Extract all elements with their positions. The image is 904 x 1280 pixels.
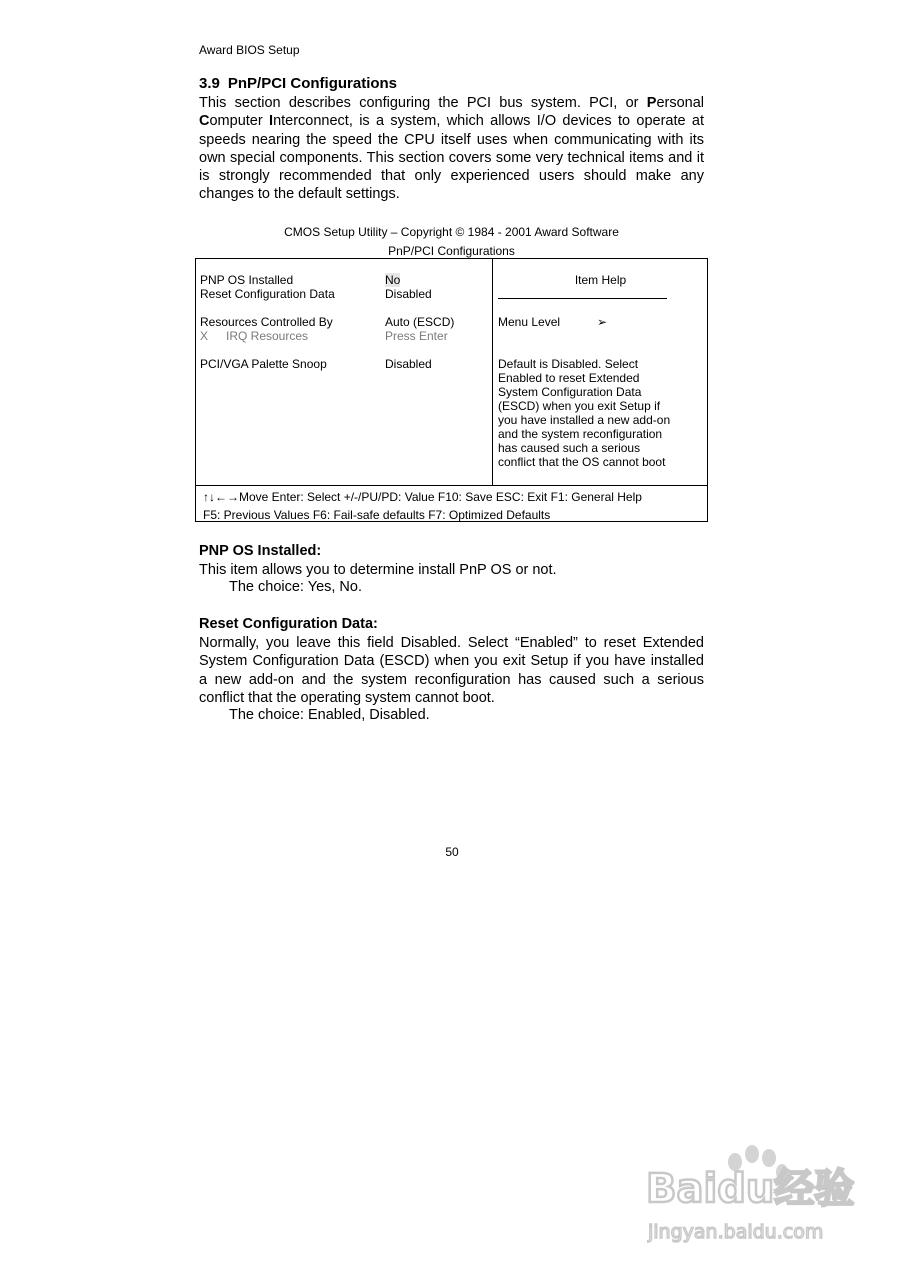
- key-legend-line-1: ↑↓←→Move Enter: Select +/-/PU/PD: Value F10: Save ESC: Exit F1: General Help: [203, 490, 642, 504]
- reset-config-heading: Reset Configuration Data:: [199, 616, 378, 632]
- setting-value-resources-controlled[interactable]: Auto (ESCD): [385, 315, 455, 329]
- section-title-text: PnP/PCI Configurations: [227, 75, 398, 92]
- running-header: Award BIOS Setup: [199, 43, 300, 57]
- pnp-os-body: This item allows you to determine install PnP OS or not.: [199, 562, 557, 578]
- bios-column-divider: [492, 258, 493, 485]
- reset-config-choice: The choice: Enabled, Disabled.: [229, 707, 430, 723]
- setting-value-reset-config[interactable]: Disabled: [385, 287, 432, 301]
- watermark-brand: Baidu经验: [646, 1166, 855, 1212]
- section-number: 3.9: [199, 75, 220, 92]
- item-help-rule: [498, 298, 667, 299]
- item-help-text: Default is Disabled. Select Enabled to reset Extended System Configuration Data (ESCD) when you exit Setup if you have installed a new add-on and the system reconfiguration has caused such a serious conflict that the OS cannot boot: [498, 357, 671, 469]
- section-title: [199, 75, 397, 92]
- setting-value-pnp-os[interactable]: [385, 273, 400, 287]
- setting-label-resources-controlled: Resources Controlled By: [200, 315, 333, 329]
- intro-emphasis: C: [199, 113, 210, 130]
- pnp-os-choice: The choice: Yes, No.: [229, 579, 362, 595]
- bios-footer-divider: [195, 485, 708, 486]
- setting-value-irq-resources: Press Enter: [385, 329, 448, 343]
- pnp-os-heading: PNP OS Installed:: [199, 543, 322, 559]
- intro-text: omputer: [209, 113, 270, 130]
- setting-prefix-irq: X: [200, 329, 209, 343]
- setting-label-irq-resources: IRQ Resources: [226, 329, 309, 343]
- setting-value-text: No: [385, 273, 401, 287]
- setting-label-palette-snoop: PCI/VGA Palette Snoop: [200, 357, 327, 371]
- baidu-watermark-logo: [640, 1140, 860, 1250]
- intro-emphasis: P: [646, 95, 657, 111]
- watermark-url: jingyan.baidu.com: [648, 1221, 824, 1243]
- menu-level-label: Menu Level: [498, 315, 561, 329]
- intro-text: This section describes configuring the PCI bus system. PCI, or: [199, 95, 647, 111]
- item-help-title: Item Help: [574, 273, 627, 287]
- intro-text: speeds nearing the speed the CPU itself uses when communicating with its own special components. This section covers some very technical items and it is strongly recommended that only experienced users should make any changes to the default settings.: [199, 131, 704, 203]
- setting-label-pnp-os: PNP OS Installed: [200, 273, 294, 287]
- menu-level-arrow-icon: ➢: [597, 315, 608, 329]
- reset-config-body: Normally, you leave this field Disabled. Select “Enabled” to reset Extended System Configuration Data (ESCD) when you exit Setup if you have installed a new add-on and the system reconfiguration has caused such a serious conflict that the operating system cannot boot.: [199, 635, 704, 706]
- page-number: 50: [445, 845, 459, 859]
- intro-paragraph: [199, 94, 704, 204]
- bios-caption-copyright: CMOS Setup Utility – Copyright © 1984 - 2001 Award Software: [284, 225, 619, 239]
- setting-value-palette-snoop[interactable]: Disabled: [385, 357, 432, 371]
- intro-text: ersonal: [656, 95, 704, 111]
- intro-text: nterconnect, is a system, which allows I/O devices to operate at: [273, 113, 704, 130]
- key-legend-line-2: F5: Previous Values F6: Fail-safe defaults F7: Optimized Defaults: [203, 508, 551, 522]
- bios-caption-title: PnP/PCI Configurations: [388, 244, 515, 258]
- intro-emphasis: I: [269, 113, 274, 130]
- setting-label-reset-config: Reset Configuration Data: [200, 287, 335, 301]
